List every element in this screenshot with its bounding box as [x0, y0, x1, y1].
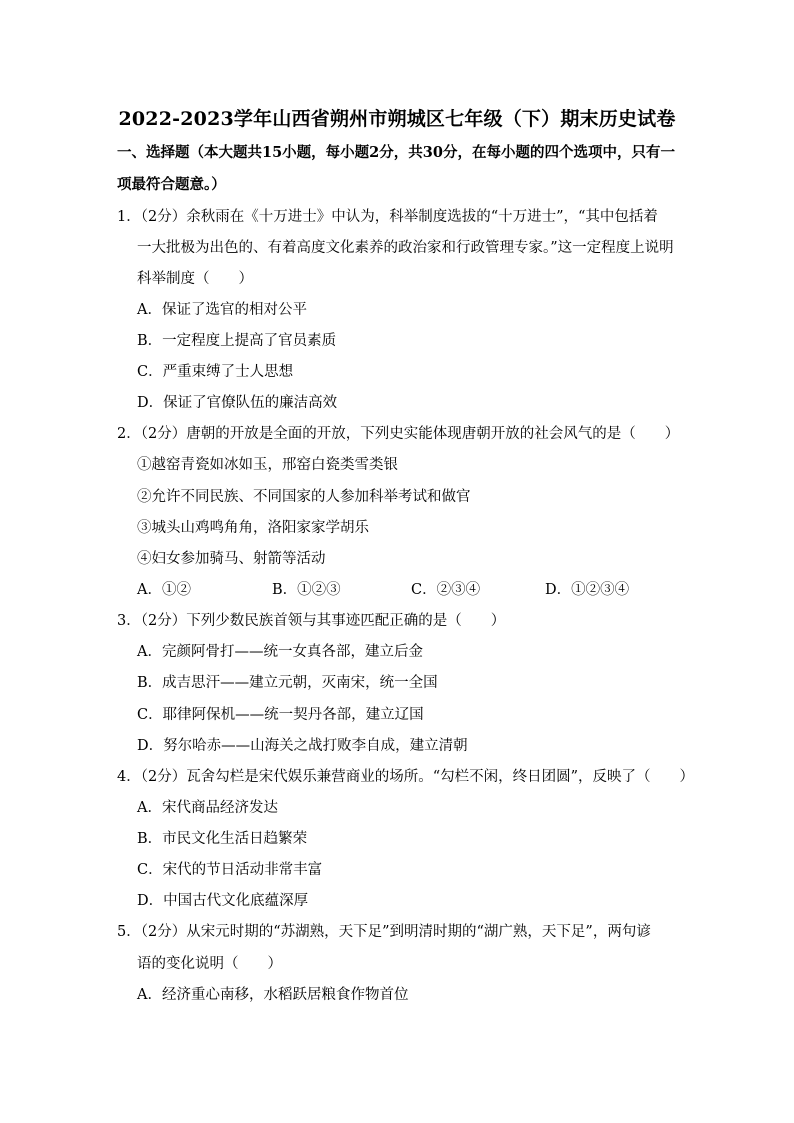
question-3-stem: 3．（2分）下列少数民族首领与其事迹匹配正确的是（ ）: [117, 613, 506, 629]
question-3-option-a[interactable]: A．完颜阿骨打——统一女真各部，建立后金: [137, 644, 423, 660]
question-1-option-a[interactable]: A．保证了选官的相对公平: [137, 302, 307, 318]
question-4-option-a[interactable]: A．宋代商品经济发达: [137, 800, 278, 816]
question-2-statement-2: ②允许不同民族、不同国家的人参加科举考试和做官: [137, 489, 471, 505]
question-2-statement-3: ③城头山鸡鸣角角，洛阳家家学胡乐: [137, 520, 369, 536]
question-3-option-b[interactable]: B．成吉思汗——建立元朝，灭南宋，统一全国: [137, 675, 438, 691]
question-2-stem: 2．（2分）唐朝的开放是全面的开放，下列史实能体现唐朝开放的社会风气的是（ ）: [117, 426, 680, 442]
question-1-stem-line-1: 1．（2分）余秋雨在《十万进士》中认为，科举制度选拔的“十万进士”，“其中包括着: [117, 209, 658, 225]
question-4-option-d[interactable]: D．中国古代文化底蕴深厚: [137, 893, 309, 909]
question-4-option-c[interactable]: C．宋代的节日活动非常丰富: [137, 862, 323, 878]
question-2-option-c[interactable]: C．②③④: [411, 582, 481, 598]
question-3-option-d[interactable]: D．努尔哈赤——山海关之战打败李自成，建立清朝: [137, 738, 468, 754]
question-2-option-d[interactable]: D．①②③④: [545, 582, 630, 598]
question-1-option-c[interactable]: C．严重束缚了士人思想: [137, 364, 294, 380]
question-2-statement-4: ④妇女参加骑马、射箭等活动: [137, 551, 326, 567]
question-5-stem-line-2: 语的变化说明（ ）: [137, 956, 282, 972]
section-heading-line-2: 项最符合题意。）: [117, 176, 226, 193]
exam-title: 2022-2023学年山西省朔州市朔城区七年级（下）期末历史试卷: [118, 108, 676, 130]
question-2-statement-1: ①越窑青瓷如冰如玉，邢窑白瓷类雪类银: [137, 457, 398, 473]
question-1-option-b[interactable]: B．一定程度上提高了官员素质: [137, 333, 337, 349]
question-4-option-b[interactable]: B．市民文化生活日趋繁荣: [137, 831, 308, 847]
question-4-stem: 4．（2分）瓦舍勾栏是宋代娱乐兼营商业的场所。“勾栏不闲，终日团圆”，反映了（ ）: [117, 769, 695, 785]
question-1-stem-line-2: 一大批极为出色的、有着高度文化素养的政治家和行政管理专家。”这一定程度上说明: [137, 240, 674, 256]
question-2-option-b[interactable]: B．①②③: [272, 582, 341, 598]
question-2-option-a[interactable]: A．①②: [137, 582, 191, 598]
question-1-option-d[interactable]: D．保证了官僚队伍的廉洁高效: [137, 395, 338, 411]
question-5-option-a[interactable]: A．经济重心南移，水稻跃居粮食作物首位: [137, 987, 409, 1003]
question-5-stem-line-1: 5．（2分）从宋元时期的“苏湖熟，天下足”到明清时期的“湖广熟，天下足”，两句谚: [117, 924, 651, 940]
section-heading-line-1: 一、选择题（本大题共15小题，每小题2分，共30分，在每小题的四个选项中，只有一: [117, 144, 675, 161]
question-3-option-c[interactable]: C．耶律阿保机——统一契丹各部，建立辽国: [137, 707, 424, 723]
question-1-stem-line-3: 科举制度（ ）: [137, 271, 253, 287]
